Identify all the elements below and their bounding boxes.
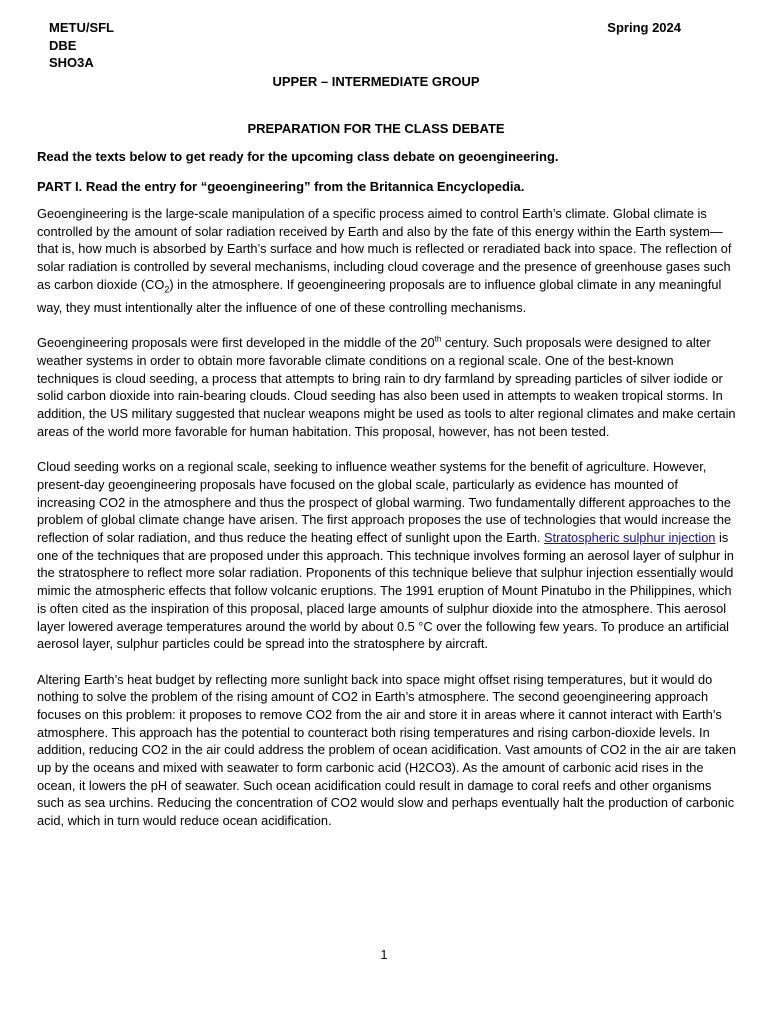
header-course-code: SHO3A	[49, 55, 94, 70]
instruction-text: Read the texts below to get ready for the upcoming class debate on geoengineering.	[37, 149, 559, 164]
header-institution-block	[49, 19, 114, 72]
part-heading: PART I. Read the entry for “geoengineering” from the Britannica Encyclopedia.	[37, 179, 525, 194]
stratospheric-sulphur-injection-link[interactable]: Stratospheric sulphur injection	[544, 529, 716, 545]
header-department: DBE	[49, 37, 77, 53]
paragraph-1: Geoengineering is the large-scale manipulation of a specific process aimed to control Earth’s climate. Global climate is controlled by the amount of solar radiation received by Earth and also by the fate of this energy within the Earth system—that is, how much is absorbed by Earth’s surface and how much is reflected or reradiated back into space. The reflection of solar radiation is controlled by several mechanisms, including cloud coverage and the presence of greenhouse gases such as carbon dioxide $(CO_2)$ in the atmosphere. If geoengineering proposals are to influence global climate in any meaningful way, they must intentionally alter the influence of one of these controlling mechanisms.	[37, 206, 732, 316]
header-term: Spring 2024	[607, 20, 681, 35]
article-body	[37, 205, 737, 847]
section-title: PREPARATION FOR THE CLASS DEBATE	[247, 121, 505, 136]
page-number: 1	[380, 948, 388, 962]
paragraph-2: Geoengineering proposals were first developed in the middle of the 20th century. Such proposals were designed to alter weather systems in order to obtain more favorable climate conditions on a regional scale. One of the best-known techniques is cloud seeding, a process that attempts to bring rain to dry farmland by spreading particles of silver iodide or solid carbon dioxide into rain-bearing clouds. Cloud seeding has also been used in attempts to weaken tropical storms. In addition, the US military suggested that nuclear weapons might be used as tools to alter regional climates and make certain areas of the world more favorable for human habitation. This proposal, however, has not been tested.	[37, 335, 736, 439]
group-title: UPPER – INTERMEDIATE GROUP	[272, 74, 480, 89]
paragraph-4: Altering Earth’s heat budget by reflecting more sunlight back into space might offset rising temperatures, but it would do nothing to solve the problem of the rising amount of CO2 in Earth’s atmosphere. The second geoengineering approach focuses on this problem: it proposes to remove CO2 from the air and store it in areas where it cannot interact with Earth’s atmosphere. This approach has the potential to counteract both rising temperatures and rising carbon-dioxide levels. In addition, reducing CO2 in the air could address the problem of ocean acidification. Vast amounts of CO2 in the air are taken up by the oceans and mixed with seawater to form carbonic acid (H2CO3). As the amount of carbonic acid rises in the ocean, it lowers the pH of seawater. Such ocean acidification could result in damage to coral reefs and other organisms such as sea urchins. Reducing the concentration of CO2 would slow and perhaps eventually halt the production of carbonic acid, which in turn would reduce ocean acidification.	[37, 671, 737, 829]
header-institution: METU/SFL	[49, 20, 114, 35]
paragraph-3: Cloud seeding works on a regional scale, seeking to influence weather systems for the benefit of agriculture. However, present-day geoengineering proposals have focused on the global scale, particularly as evidence has mounted of increasing CO2 in the atmosphere and thus the prospect of global warming. Two fundamentally different approaches to the problem of global climate change have arisen. The first approach proposes the use of technologies that would increase the reflection of solar radiation, and thus reduce the heating effect of sunlight upon the Earth. Stratospheric sulphur injection is one of the techniques that are proposed under this approach. This technique involves forming an aerosol layer of sulphur in the stratosphere to reflect more solar radiation. Proponents of this technique believe that sulphur injection essentially would mimic the atmospheric effects that follow volcanic eruptions. The 1991 eruption of Mount Pinatubo in the Philippines, which is often cited as the inspiration of this proposal, placed large amounts of sulphur dioxide into the atmosphere. This aerosol layer lowered average temperatures around the world by about 0.5 °C over the following few years. To produce an artificial aerosol layer, sulphur particles could be spread into the stratosphere by aircraft.	[37, 459, 734, 652]
